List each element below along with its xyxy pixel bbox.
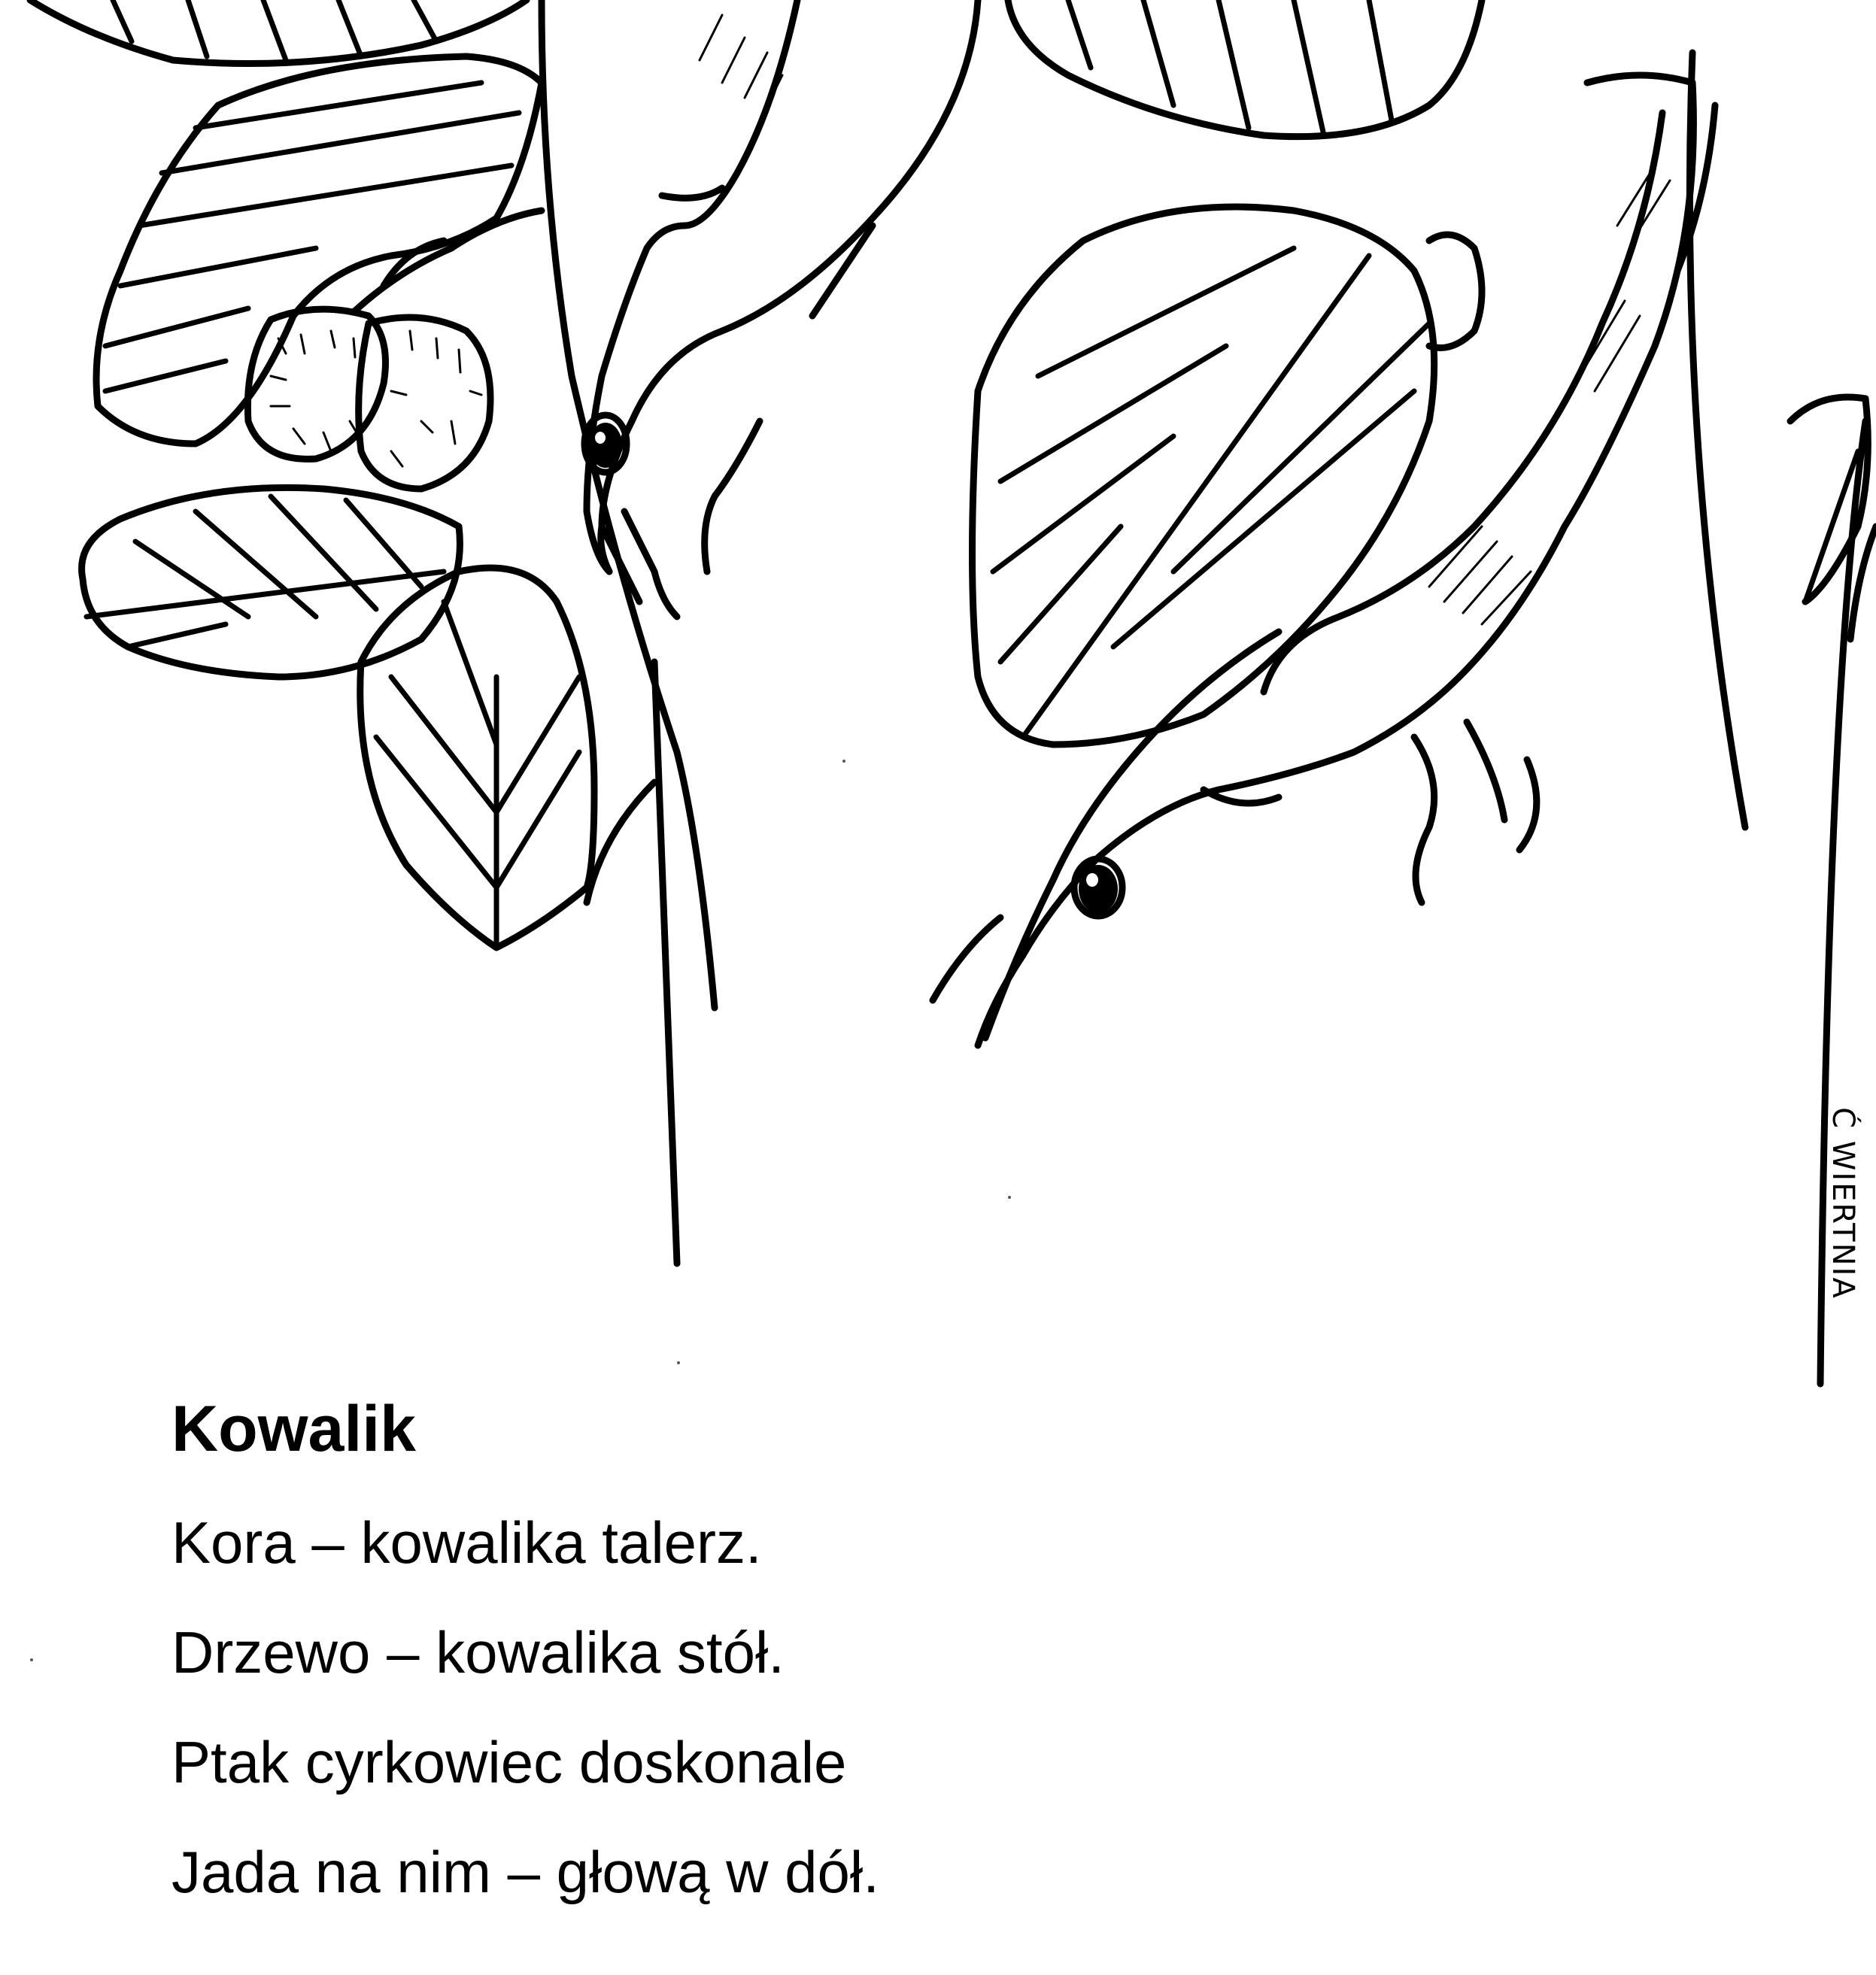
leaf-left-large xyxy=(96,56,542,444)
leaf-top-center xyxy=(1008,0,1482,137)
leaf-branch-small xyxy=(1429,235,1482,348)
poem-title: Kowalik xyxy=(172,1393,416,1465)
signature-text: Ć WIERTNIA xyxy=(1826,1107,1860,1300)
leaf-left-lower xyxy=(82,487,460,677)
poem xyxy=(172,1391,1676,1927)
nuthatch-bird-left xyxy=(584,0,978,617)
speck xyxy=(677,1361,680,1364)
artist-signature xyxy=(1813,1087,1873,1335)
poem-line-4: Jada na nim – głową w dół. xyxy=(172,1839,879,1905)
leaf-center-right xyxy=(973,207,1434,745)
speck xyxy=(842,760,845,763)
poem-line-1: Kora – kowalika talerz. xyxy=(172,1509,762,1576)
leaf-center-lower xyxy=(360,568,594,948)
poem-line-2: Drzewo – kowalika stół. xyxy=(172,1619,785,1685)
speck xyxy=(1008,1196,1011,1199)
speck xyxy=(30,1658,33,1661)
poem-line-3: Ptak cyrkowiec doskonale xyxy=(172,1729,847,1795)
